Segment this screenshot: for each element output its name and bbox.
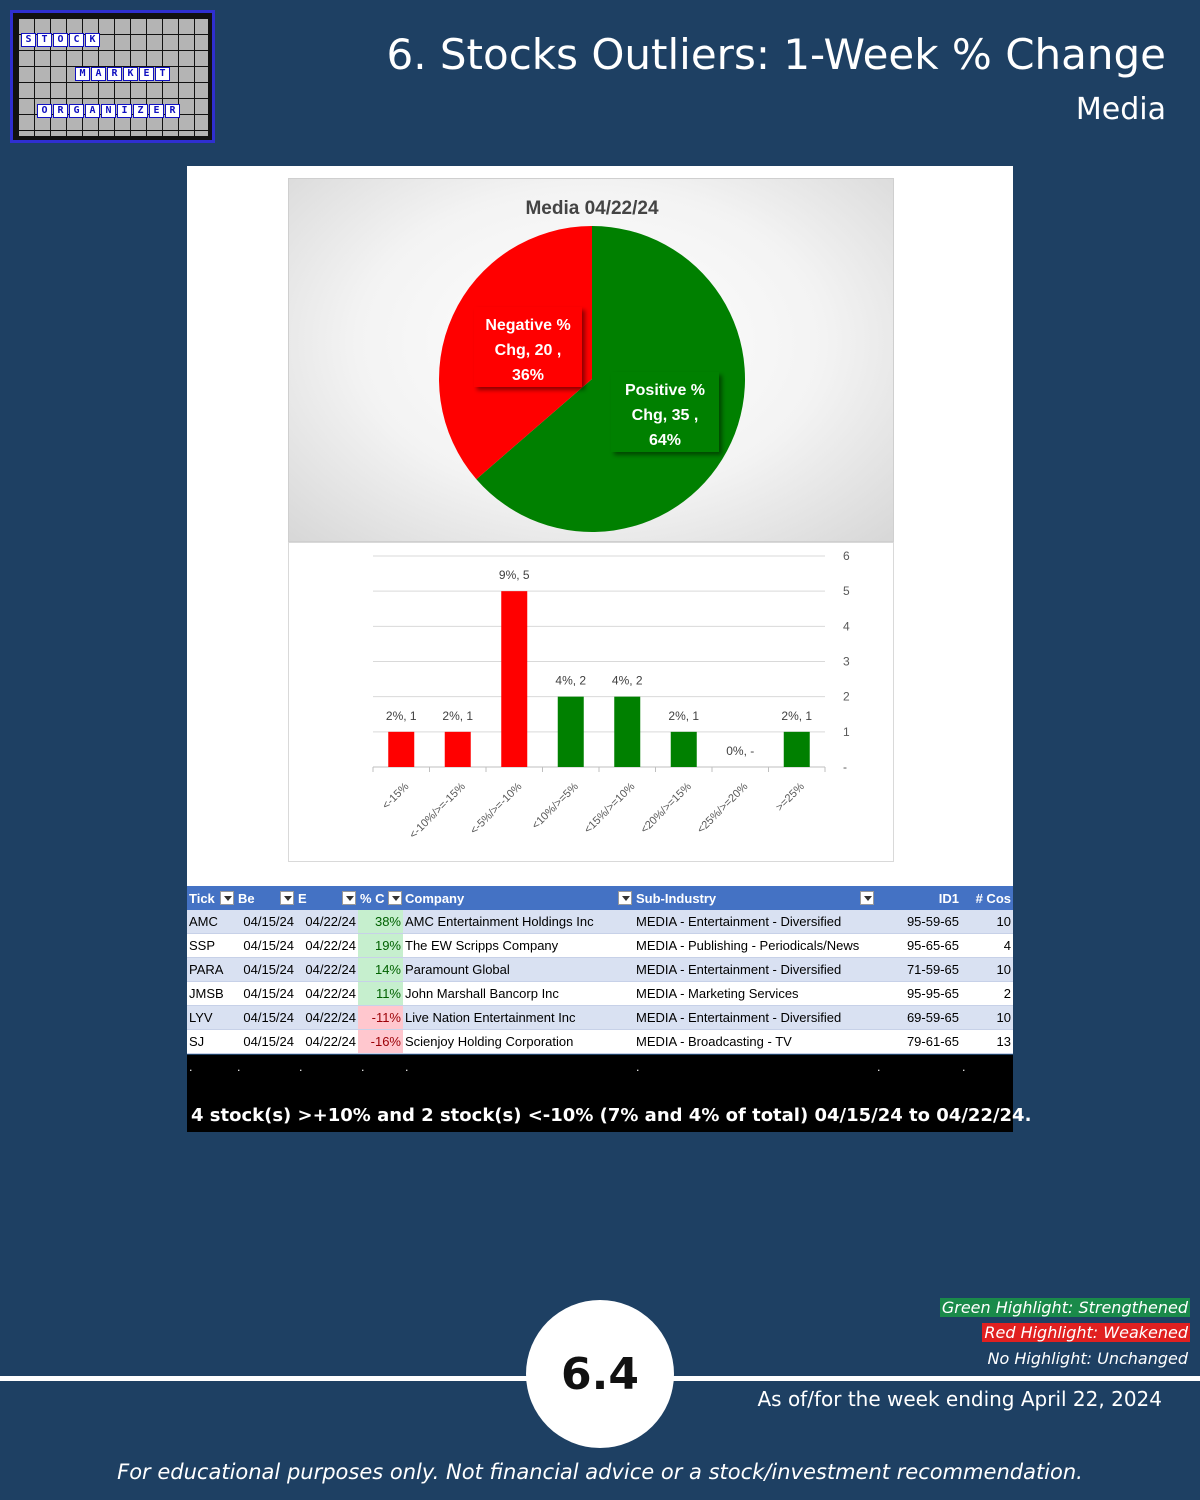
x-tick-label: <-10%/>=-15% xyxy=(407,780,468,842)
pct-change-cell: -11% xyxy=(358,1006,403,1029)
header-id1: ID1 xyxy=(938,890,959,906)
pct-change-cell: 19% xyxy=(358,934,403,957)
logo-letter: E xyxy=(139,67,154,81)
ticker-cell: JMSB xyxy=(189,986,224,1001)
sub-industry-cell: MEDIA - Entertainment - Diversified xyxy=(636,1010,842,1025)
pct-change-cell: 14% xyxy=(358,958,403,981)
id1-cell: 95-59-65 xyxy=(906,914,959,929)
pct-change-cell: 11% xyxy=(358,982,403,1005)
logo-letter: K xyxy=(123,67,138,81)
bar xyxy=(614,697,640,767)
header-end[interactable]: E xyxy=(296,886,358,910)
filter-dropdown-icon[interactable] xyxy=(618,891,632,905)
pie-label-line: 64% xyxy=(648,432,682,449)
company-cell: John Marshall Bancorp Inc xyxy=(405,986,559,1001)
chart-card xyxy=(187,166,1013,886)
y-tick-label: - xyxy=(843,760,847,774)
pct-change-cell: -16% xyxy=(358,1030,403,1053)
num-cos-cell: 4 xyxy=(1003,938,1011,953)
x-tick-label: <-15% xyxy=(380,780,412,812)
sub-industry-cell: MEDIA - Broadcasting - TV xyxy=(636,1034,792,1049)
table-row xyxy=(187,982,1013,1006)
pie-data-label xyxy=(611,372,719,452)
header-ticker[interactable]: Tick xyxy=(187,886,236,910)
table-row xyxy=(187,958,1013,982)
bar xyxy=(784,732,810,767)
sub-industry-cell: MEDIA - Publishing - Periodicals/News xyxy=(636,938,860,953)
filter-dropdown-icon[interactable] xyxy=(280,891,294,905)
id1-cell: 95-95-65 xyxy=(906,986,959,1001)
logo-letter: M xyxy=(75,67,90,81)
begin-date-cell: 04/15/24 xyxy=(243,962,294,977)
begin-date-cell: 04/15/24 xyxy=(243,986,294,1001)
y-tick-label: 2 xyxy=(843,689,850,704)
page-subtitle: Media xyxy=(1075,92,1166,127)
num-cos-cell: 10 xyxy=(996,1010,1011,1025)
logo-letter: O xyxy=(37,104,52,118)
bar-chart-panel xyxy=(288,542,894,862)
logo-letter: R xyxy=(107,67,122,81)
y-tick-label: 6 xyxy=(843,549,850,563)
bar-data-label: 2%, 1 xyxy=(385,708,417,723)
logo-letter: T xyxy=(37,33,52,47)
num-cos-cell: 13 xyxy=(996,1034,1011,1049)
logo-letter: I xyxy=(117,104,132,118)
pct-change-cell: 38% xyxy=(358,910,403,933)
end-date-cell: 04/22/24 xyxy=(305,1010,356,1025)
x-tick-label: <25%/>=20% xyxy=(694,780,751,837)
logo-letter: E xyxy=(149,104,164,118)
logo-letter: A xyxy=(85,104,100,118)
begin-date-cell: 04/15/24 xyxy=(243,1034,294,1049)
x-tick-label: <10%/>=5% xyxy=(529,780,581,832)
end-date-cell: 04/22/24 xyxy=(305,938,356,953)
bar xyxy=(671,732,697,767)
sub-industry-cell: MEDIA - Entertainment - Diversified xyxy=(636,914,842,929)
logo-letter: G xyxy=(69,104,84,118)
logo-letter: R xyxy=(165,104,180,118)
as-of-date: As of/for the week ending April 22, 2024 xyxy=(757,1387,1162,1411)
x-tick-label: <20%/>=15% xyxy=(638,780,694,837)
bar-data-label: 2%, 1 xyxy=(668,708,700,723)
bar-data-label: 4%, 2 xyxy=(555,673,587,688)
filter-dropdown-icon[interactable] xyxy=(342,891,356,905)
x-tick-label: <15%/>=10% xyxy=(581,780,638,837)
company-cell: The EW Scripps Company xyxy=(405,938,559,953)
table-row xyxy=(187,1006,1013,1030)
summary-text: 4 stock(s) >+10% and 2 stock(s) <-10% (7% and 4% of total) 04/15/24 to 04/22/24. xyxy=(191,1105,1032,1126)
table-row xyxy=(187,934,1013,958)
end-date-cell: 04/22/24 xyxy=(305,962,356,977)
filter-dropdown-icon[interactable] xyxy=(220,891,234,905)
bar xyxy=(445,732,471,767)
begin-date-cell: 04/15/24 xyxy=(243,914,294,929)
end-date-cell: 04/22/24 xyxy=(305,914,356,929)
header-sub-industry[interactable]: Sub-Industry xyxy=(634,886,876,910)
id1-cell: 95-65-65 xyxy=(906,938,959,953)
pie-label-line: Chg, 20 , xyxy=(494,342,562,359)
page-title: 6. Stocks Outliers: 1-Week % Change xyxy=(386,30,1166,79)
logo-letter: A xyxy=(91,67,106,81)
header-num-cos: # Cos xyxy=(975,890,1011,906)
bar xyxy=(501,591,527,767)
num-cos-cell: 2 xyxy=(1003,986,1011,1001)
begin-date-cell: 04/15/24 xyxy=(243,938,294,953)
pie-title: Media 04/22/24 xyxy=(525,198,659,219)
table-header-row xyxy=(187,886,1013,910)
company-cell: Paramount Global xyxy=(405,962,510,977)
begin-date-cell: 04/15/24 xyxy=(243,1010,294,1025)
logo-letter: Z xyxy=(133,104,148,118)
end-date-cell: 04/22/24 xyxy=(305,986,356,1001)
bar xyxy=(558,697,584,767)
logo-word-organizer xyxy=(37,104,181,118)
y-tick-label: 5 xyxy=(843,584,850,599)
table-row xyxy=(187,1030,1013,1054)
logo-letter: R xyxy=(53,104,68,118)
pie-label-line: 36% xyxy=(511,367,545,384)
logo-letter: S xyxy=(21,33,36,47)
ticker-cell: SSP xyxy=(189,938,216,953)
y-tick-label: 4 xyxy=(843,619,850,634)
company-cell: AMC Entertainment Holdings Inc xyxy=(405,914,594,929)
table-row xyxy=(187,910,1013,934)
pie-label-line: Positive % xyxy=(624,382,706,399)
header-pct-change[interactable]: % C xyxy=(358,886,403,910)
logo-letter: N xyxy=(101,104,116,118)
bar-data-label: 2%, 1 xyxy=(442,708,474,723)
pie-label-line: Chg, 35 , xyxy=(631,407,699,424)
pie-chart xyxy=(289,179,895,543)
header-begin[interactable]: Be xyxy=(236,886,296,910)
ticker-cell: PARA xyxy=(189,962,224,977)
page-number: 6.4 xyxy=(561,1348,639,1400)
logo xyxy=(10,10,215,143)
y-tick-label: 3 xyxy=(843,654,850,669)
logo-word-market xyxy=(75,67,171,81)
filter-dropdown-icon[interactable] xyxy=(860,891,874,905)
ticker-cell: SJ xyxy=(189,1034,205,1049)
legend-green-strengthened: Green Highlight: Strengthened xyxy=(941,1298,1188,1317)
bar xyxy=(388,732,414,767)
pie-label-line: Negative % xyxy=(485,317,571,334)
num-cos-cell: 10 xyxy=(996,914,1011,929)
x-tick-label: <-5%/>=-10% xyxy=(468,780,525,837)
page-number-badge xyxy=(526,1300,674,1448)
company-cell: Live Nation Entertainment Inc xyxy=(405,1010,576,1025)
y-tick-label: 1 xyxy=(843,724,850,739)
pie-data-label xyxy=(474,307,582,387)
sub-industry-cell: MEDIA - Marketing Services xyxy=(636,986,799,1001)
logo-letter: T xyxy=(155,67,170,81)
legend-red-weakened: Red Highlight: Weakened xyxy=(984,1323,1188,1342)
logo-letter: K xyxy=(85,33,100,47)
logo-word-stock xyxy=(21,33,101,47)
bar-data-label: 2%, 1 xyxy=(781,708,813,723)
header-company[interactable]: Company xyxy=(403,886,634,910)
ticker-cell: LYV xyxy=(189,1010,213,1025)
ticker-cell: AMC xyxy=(189,914,218,929)
bar-data-label: 4%, 2 xyxy=(611,673,643,688)
filter-dropdown-icon[interactable] xyxy=(388,891,402,905)
logo-letter: C xyxy=(69,33,84,47)
num-cos-cell: 10 xyxy=(996,962,1011,977)
id1-cell: 79-61-65 xyxy=(906,1034,959,1049)
logo-letter: O xyxy=(53,33,68,47)
legend-no-highlight: No Highlight: Unchanged xyxy=(987,1349,1188,1368)
bar-data-label: 9%, 5 xyxy=(498,568,530,583)
summary-bar: . . . . . . . . 4 stock(s) >+10% and 2 stock(s) <-10% (7% and 4% of total) 04/15/24 to 04/22/24. xyxy=(187,1055,1013,1132)
bar-data-label: 0%, - xyxy=(726,744,755,758)
x-tick-label: >=25% xyxy=(773,780,807,814)
sub-industry-cell: MEDIA - Entertainment - Diversified xyxy=(636,962,842,977)
outliers-table xyxy=(187,886,1013,1054)
id1-cell: 69-59-65 xyxy=(906,1010,959,1025)
company-cell: Scienjoy Holding Corporation xyxy=(405,1034,574,1049)
end-date-cell: 04/22/24 xyxy=(305,1034,356,1049)
disclaimer: For educational purposes only. Not financial advice or a stock/investment recommendation. xyxy=(117,1460,1083,1484)
bar-chart xyxy=(289,543,895,863)
id1-cell: 71-59-65 xyxy=(906,962,959,977)
pie-chart-panel xyxy=(288,178,894,542)
